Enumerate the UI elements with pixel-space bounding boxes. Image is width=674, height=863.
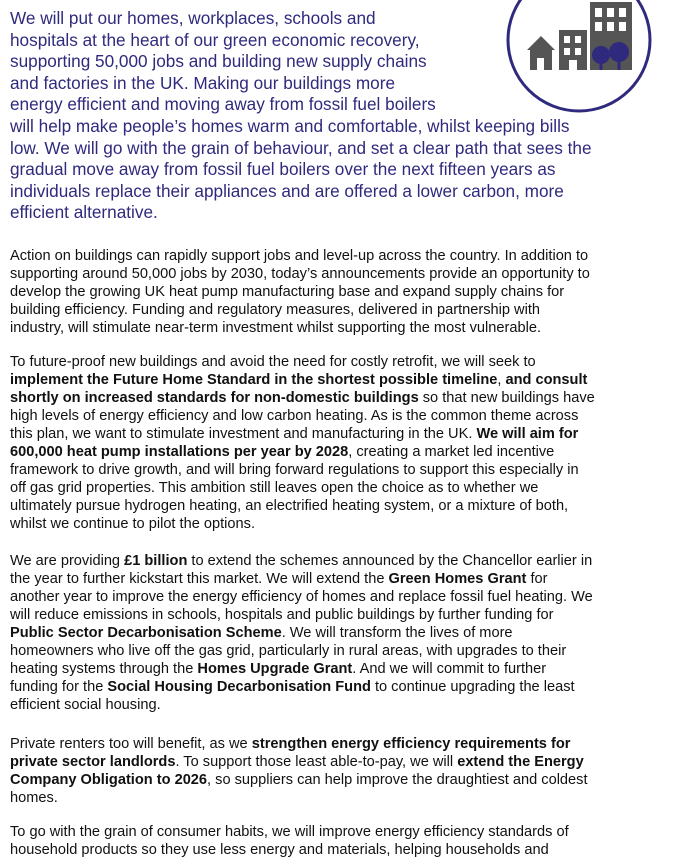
text-run: heating systems through the (10, 661, 198, 678)
text-run: household products so they use less energy and materials, helping households and (10, 842, 549, 859)
intro-line: hospitals at the heart of our green economic recovery, (10, 29, 420, 50)
paragraph-line (10, 265, 670, 283)
paragraph-line (10, 642, 670, 660)
text-run: Action on buildings can rapidly support jobs and level-up across the country. In addition to (10, 248, 589, 264)
text-run: , (497, 372, 506, 389)
body-paragraph (10, 353, 670, 533)
paragraph-line (10, 841, 670, 859)
paragraph-line (10, 425, 670, 443)
paragraph-line (10, 371, 670, 389)
bold-text: and consult (505, 372, 588, 389)
text-run: to continue upgrading the least (370, 679, 575, 696)
bold-text: Social Housing Decarbonisation Fund (107, 679, 371, 696)
bold-text: Green Homes Grant (388, 571, 527, 588)
text-run: , creating a market led incentive (348, 444, 555, 461)
text-run: for (526, 571, 548, 588)
text-run: building efficiency. Funding and regulatory measures, delivered in partnership with (10, 302, 540, 319)
paragraph-line (10, 552, 670, 570)
text-run: . And we will commit to further (352, 661, 547, 678)
text-run: develop the growing UK heat pump manufacturing base and expand supply chains for (10, 284, 565, 301)
paragraph-line (10, 319, 670, 337)
paragraph-line (10, 443, 670, 461)
intro-line: energy efficient and moving away from fossil fuel boilers (10, 94, 436, 115)
paragraph-line (10, 771, 670, 789)
house-door (537, 58, 544, 70)
intro-line: will help make people’s homes warm and comfortable, whilst keeping bills (10, 115, 570, 136)
paragraph-line (10, 696, 670, 714)
text-run: high levels of energy efficiency and low carbon heating. As is the common theme across (10, 408, 579, 425)
intro-line: low. We will go with the grain of behaviour, and set a clear path that sees the (10, 137, 592, 158)
text-run: . To support those least able-to-pay, we will (175, 754, 458, 771)
bold-text: £1 billion (124, 553, 188, 569)
bold-text: Company Obligation to 2026 (10, 772, 208, 789)
paragraph-line (10, 497, 670, 515)
paragraph-line (10, 283, 670, 301)
text-run: To future-proof new buildings and avoid the need for costly retrofit, we will seek to (10, 354, 536, 370)
text-run: industry, will stimulate near-term investment whilst supporting the most vulnerable. (10, 320, 541, 337)
intro-line: supporting 50,000 jobs and building new supply chains (10, 51, 427, 72)
paragraph-line (10, 588, 670, 606)
text-run: supporting around 50,000 jobs by 2030, today’s announcements provide an opportunity to (10, 266, 590, 283)
bold-text: implement the Future Home Standard in the shortest possible timeline (10, 372, 498, 389)
paragraph-line (10, 624, 670, 642)
intro-line: We will put our homes, workplaces, schools and (10, 8, 376, 28)
text-run: funding for the (10, 679, 108, 696)
body-paragraph (10, 247, 670, 337)
intro-line: individuals replace their appliances and are offered a lower carbon, more (10, 180, 564, 201)
text-run: another year to improve the energy efficiency of homes and replace fossil fuel heating. We (10, 589, 593, 606)
paragraph-line (10, 570, 670, 588)
paragraph-line (10, 353, 670, 371)
text-run: so that new buildings have (418, 390, 595, 407)
paragraph-line (10, 407, 670, 425)
bold-text: strengthen energy efficiency requirements for (251, 736, 571, 752)
text-run: efficient social housing. (10, 697, 161, 714)
text-run: homes. (10, 790, 58, 807)
text-run: whilst we continue to pilot the options. (10, 516, 255, 533)
intro-line: efficient alternative. (10, 202, 158, 223)
paragraph-line (10, 735, 670, 753)
text-run: ultimately pursue hydrogen heating, an electrified heating system, or a mixture of both, (10, 498, 569, 515)
paragraph-line (10, 461, 670, 479)
body-paragraph (10, 735, 670, 807)
paragraph-line (10, 660, 670, 678)
body-paragraph (10, 823, 670, 859)
text-run: Private renters too will benefit, as we (10, 736, 252, 752)
intro-line: gradual move away from fossil fuel boilers over the next fifteen years as (10, 159, 556, 180)
text-run: homeowners who live off the gas grid, particularly in rural areas, with upgrades to their (10, 643, 567, 660)
text-run: to extend the schemes announced by the Chancellor earlier in (187, 553, 593, 569)
paragraph-line (10, 389, 670, 407)
text-run: , so suppliers can help improve the draughtiest and coldest (207, 772, 588, 789)
text-run: will reduce emissions in schools, hospitals and public buildings by further funding for (10, 607, 554, 624)
paragraph-line (10, 247, 670, 265)
paragraph-line (10, 479, 670, 497)
bold-text: shortly on increased standards for non-domestic buildings (10, 390, 419, 407)
paragraph-line (10, 789, 670, 807)
bold-text: We will aim for (476, 426, 579, 443)
paragraph-line (10, 301, 670, 319)
bold-text: private sector landlords (10, 754, 176, 771)
bold-text: 600,000 heat pump installations per year by 2028 (10, 444, 349, 461)
text-run: To go with the grain of consumer habits, we will improve energy efficiency standards of (10, 824, 569, 840)
paragraph-line (10, 823, 670, 841)
text-run: the year to further kickstart this market. We will extend the (10, 571, 389, 588)
text-run: this plan, we want to stimulate investment and manufacturing in the UK. (10, 426, 477, 443)
body-paragraph (10, 552, 670, 714)
buildings-icon (505, 0, 653, 114)
text-run: We are providing (10, 553, 125, 569)
paragraph-line (10, 678, 670, 696)
paragraph-line (10, 606, 670, 624)
paragraph-line (10, 515, 670, 533)
bold-text: extend the Energy (457, 754, 584, 771)
text-run: off gas grid properties. This ambition still leaves open the choice as to whether we (10, 480, 539, 497)
text-run: framework to drive growth, and will bring forward regulations to support this especially in (10, 462, 579, 479)
bold-text: Homes Upgrade Grant (197, 661, 353, 678)
bold-text: Public Sector Decarbonisation Scheme (10, 625, 282, 642)
text-run: . We will transform the lives of more (281, 625, 513, 642)
paragraph-line (10, 753, 670, 771)
intro-line: and factories in the UK. Making our buildings more (10, 72, 396, 93)
